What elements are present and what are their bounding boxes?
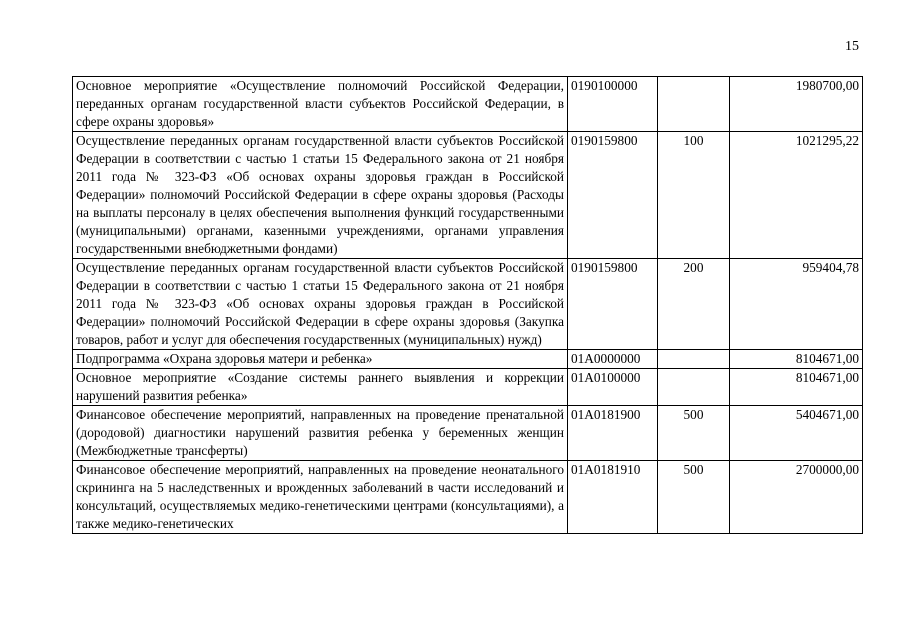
row-target-code: 0190100000 (568, 77, 658, 132)
row-expense-type (658, 369, 730, 406)
row-description: Финансовое обеспечение мероприятий, направленных на проведение неонатального скрининга на 5 наследственных и врожденных заболеваний в части исследований и консультаций, осуществляемых медико-генетическими центрами (консультациями), а также медико-генетических (73, 461, 568, 534)
table-row (73, 406, 863, 461)
row-expense-type: 500 (658, 461, 730, 534)
row-expense-type (658, 350, 730, 369)
row-amount: 1980700,00 (730, 77, 863, 132)
row-expense-type: 100 (658, 132, 730, 259)
row-target-code: 01А0000000 (568, 350, 658, 369)
row-amount: 8104671,00 (730, 350, 863, 369)
row-expense-type: 200 (658, 259, 730, 350)
row-target-code: 01А0181900 (568, 406, 658, 461)
row-amount: 2700000,00 (730, 461, 863, 534)
row-expense-type: 500 (658, 406, 730, 461)
row-target-code: 01А0181910 (568, 461, 658, 534)
row-description: Основное мероприятие «Осуществление полномочий Российской Федерации, переданных органам государственной власти субъектов Российской Федерации, в сфере охраны здоровья» (73, 77, 568, 132)
table-row (73, 369, 863, 406)
row-amount: 8104671,00 (730, 369, 863, 406)
row-description: Осуществление переданных органам государственной власти субъектов Российской Федерации в соответствии с частью 1 статьи 15 Федерального закона от 21 ноября 2011 года № 323-ФЗ «Об основах охраны здоровья граждан в Российской Федерации» полномочий Российской Федерации в сфере охраны здоровья (Закупка товаров, работ и услуг для обеспечения государственных (муниципальных) нужд) (73, 259, 568, 350)
row-description: Основное мероприятие «Создание системы раннего выявления и коррекции нарушений развития ребенка» (73, 369, 568, 406)
budget-table (72, 76, 863, 534)
table-row (73, 132, 863, 259)
row-target-code: 0190159800 (568, 132, 658, 259)
table-row (73, 77, 863, 132)
page-number: 15 (845, 39, 859, 54)
row-target-code: 01А0100000 (568, 369, 658, 406)
row-amount: 1021295,22 (730, 132, 863, 259)
row-description: Подпрограмма «Охрана здоровья матери и ребенка» (73, 350, 568, 369)
table-row (73, 461, 863, 534)
row-amount: 959404,78 (730, 259, 863, 350)
row-description: Финансовое обеспечение мероприятий, направленных на проведение пренатальной (дородовой) диагностики нарушений развития ребенка у беременных женщин (Межбюджетные трансферты) (73, 406, 568, 461)
table-row (73, 259, 863, 350)
row-amount: 5404671,00 (730, 406, 863, 461)
row-expense-type (658, 77, 730, 132)
table-row (73, 350, 863, 369)
row-target-code: 0190159800 (568, 259, 658, 350)
row-description: Осуществление переданных органам государственной власти субъектов Российской Федерации в соответствии с частью 1 статьи 15 Федерального закона от 21 ноября 2011 года № 323-ФЗ «Об основах охраны здоровья граждан в Российской Федерации» полномочий Российской Федерации в сфере охраны здоровья (Расходы на выплаты персоналу в целях обеспечения выполнения функций государственными (муниципальными) органами, казенными учреждениями, органами управления государственными внебюджетными фондами) (73, 132, 568, 259)
